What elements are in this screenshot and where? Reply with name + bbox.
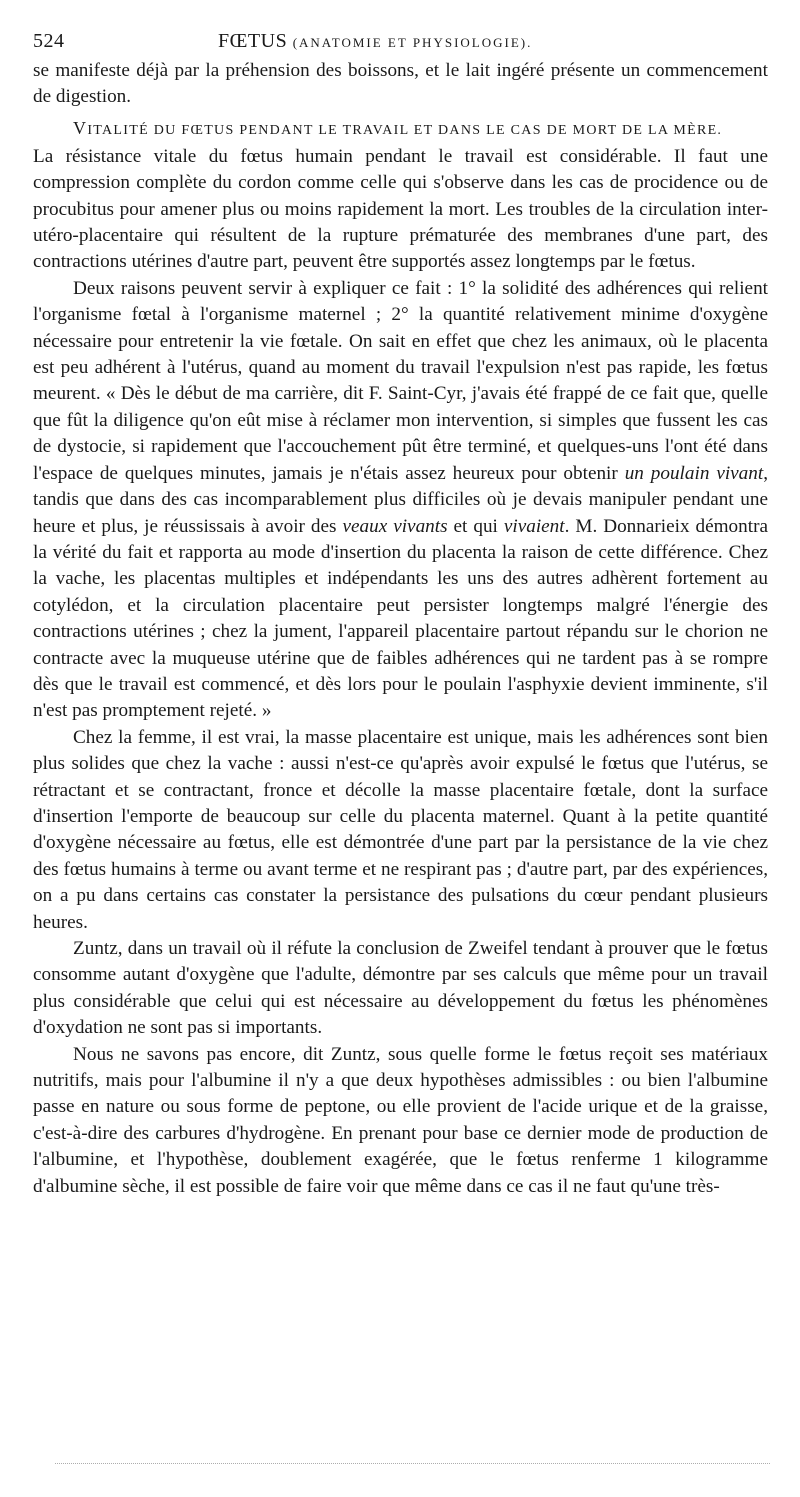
- paragraph-vital-resistance: La résistance vitale du fœtus humain pendant le travail est considérable. Il faut une compression complète du cordon comme celle qui s'observe dans les cas de procidence ou de procubitus pour amener plus ou moins rapidement la mort. Les troubles de la circulation inter-utéro-placentaire qui résultent de la rupture prématurée des membranes d'une part, des contractions utérines d'autre part, peuvent être supportés assez longtemps par le fœtus.: [33, 145, 768, 273]
- running-title-subtitle: (ANATOMIE ET PHYSIOLOGIE).: [292, 35, 533, 50]
- paragraph-two-reasons-part-c: et qui: [447, 515, 504, 537]
- running-header: [33, 28, 768, 58]
- paragraph-albumine: Nous ne savons pas encore, dit Zuntz, sous quelle forme le fœtus reçoit ses matériaux nutritifs, mais pour l'albumine il n'y a que deux hypothèses admissibles : ou bien l'albumine passe en nature ou sous forme de peptone, ou elle provient de l'acide urique et de la graisse, c'est-à-dire des carbures d'hydrogène. En prenant pour base ce dernier mode de production de l'albumine, et l'hypothèse, doublement exagérée, que le fœtus renferme 1 kilogramme d'albumine sèche, il est possible de faire voir que même dans ce cas il ne faut qu'une très-: [33, 1043, 768, 1197]
- page-number: 524: [33, 30, 65, 52]
- section-heading-text: ITALITÉ DU FŒTUS PENDANT LE TRAVAIL ET DANS LE CAS DE MORT DE LA MÈRE.: [87, 122, 723, 138]
- paragraph-femme: Chez la femme, il est vrai, la masse placentaire est unique, mais les adhérences sont bien plus solides que chez la vache : aussi n'est-ce qu'après avoir expulsé le fœtus que l'utérus, se rétractant et se contractant, fronce et décolle la masse placentaire fœtale, dont la surface d'insertion l'emporte de beaucoup sur celle du placenta maternel. Quant à la petite quantité d'oxygène nécessaire au fœtus, elle est démontrée d'une part par la persistance de la vie chez des fœtus humains à terme ou avant terme et ne respirant pas ; d'autre part, par des expériences, on a pu dans certains cas constater la persistance des pulsations du cœur pendant plusieurs heures.: [33, 726, 768, 933]
- section-heading-initial: V: [73, 117, 88, 138]
- paragraph-two-reasons-part-b: , tandis que dans des cas incomparablement plus difficiles où je devais manipuler pendant une heure et plus, je réussissais à avoir des: [33, 462, 768, 537]
- paragraph-zuntz: Zuntz, dans un travail où il réfute la conclusion de Zweifel tendant à prouver que le fœtus consomme autant d'oxygène que l'adulte, démontre par ses calculs que même pour un travail plus considérable que celui qui est nécessaire au développement du fœtus les phénomènes d'oxydation ne sont pas si importants.: [33, 938, 768, 1039]
- paragraph-two-reasons: [33, 276, 768, 725]
- body-text: [33, 58, 768, 1200]
- book-page: [33, 28, 768, 1200]
- running-title: [218, 30, 532, 53]
- italic-veaux-vivants: veaux vivants: [342, 515, 448, 537]
- paragraph-two-reasons-part-a: Deux raisons peuvent servir à expliquer ce fait : 1° la solidité des adhérences qui relient l'organisme fœtal à l'organisme maternel ; 2° la quantité relativement minime d'oxygène nécessaire pour entretenir la vie fœtale. On sait en effet que chez les animaux, où le placenta est peu adhérent à l'utérus, quand au moment du travail l'expulsion n'est pas rapide, les fœtus meurent. « Dès le début de ma carrière, dit F. Saint-Cyr, j'avais été frappé de ce fait que, quelle que fût la diligence qu'on eût mise à réclamer mon intervention, si simples que fussent les cas de dystocie, si rapidement que l'accouchement pût être terminé, et quelques-uns l'ont été dans l'espace de quelques minutes, jamais je n'étais assez heureux pour obtenir: [33, 277, 768, 484]
- footer-divider: [55, 1463, 770, 1464]
- section-heading: [33, 115, 768, 144]
- italic-vivaient: vivaient: [503, 515, 565, 537]
- italic-poulain-vivant: un poulain vivant: [624, 462, 764, 484]
- running-title-main: FŒTUS: [218, 30, 288, 52]
- paragraph-continuation: se manifeste déjà par la préhension des boissons, et le lait ingéré présente un commencement de digestion.: [33, 60, 768, 108]
- paragraph-two-reasons-part-d: . M. Donnarieix démontra la vérité du fait et rapporta au mode d'insertion du placenta la raison de cette différence. Chez la vache, les placentas multiples et indépendants les uns des autres adhèrent fortement au cotylédon, et la circulation placentaire peut persister longtemps malgré l'énergie des contractions utérines ; chez la jument, l'appareil placentaire partout répandu sur le chorion ne contracte avec la muqueuse utérine que de faibles adhérences qui ne tardent pas à se rompre dès que le travail est commencé, et dès lors pour le poulain l'asphyxie devient imminente, s'il n'est pas promptement rejeté. »: [33, 515, 768, 722]
